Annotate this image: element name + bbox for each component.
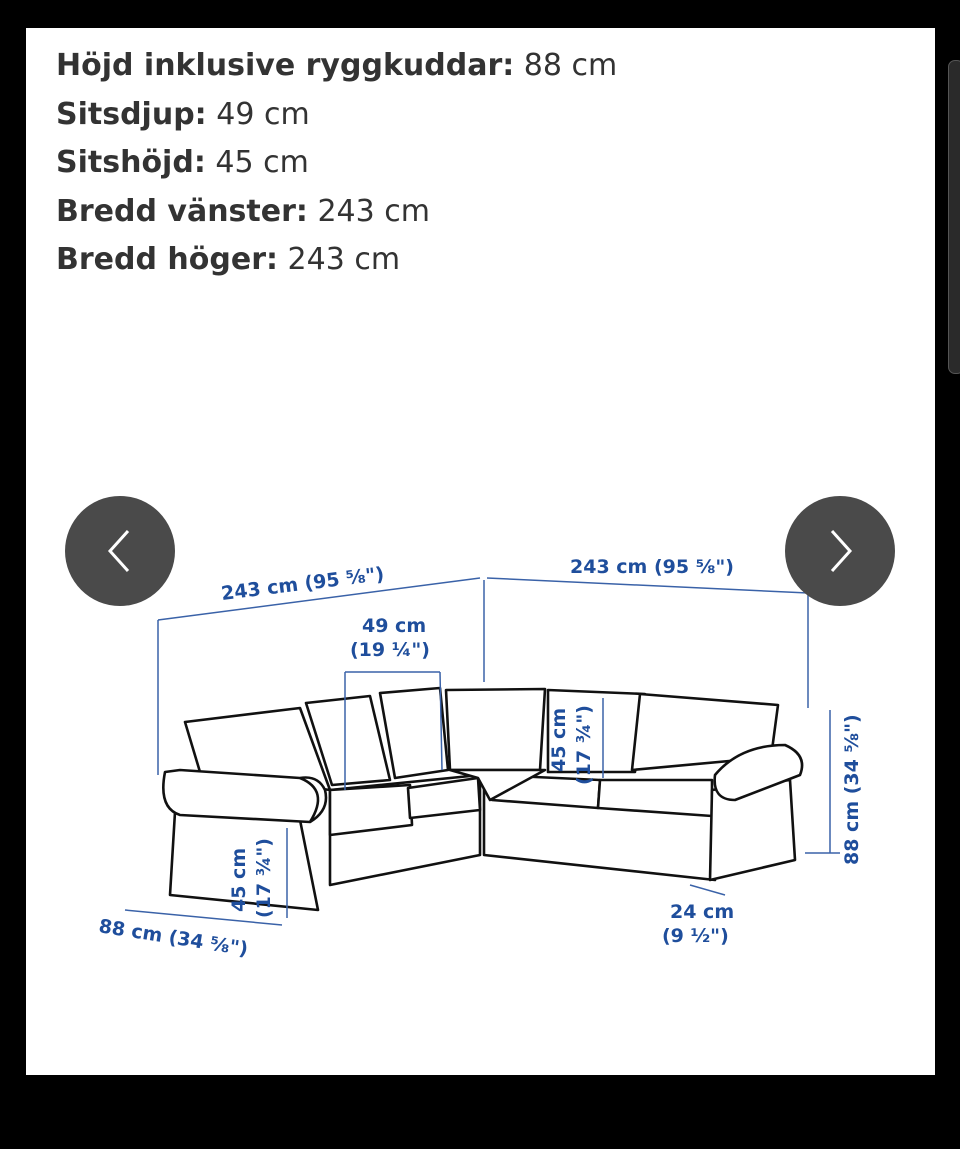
depth-label: 88 cm (34 ⅝")	[97, 915, 250, 961]
seat-height-cm-label: 45 cm	[228, 847, 250, 912]
previous-image-button[interactable]	[65, 496, 175, 606]
chevron-right-icon	[820, 526, 860, 576]
seat-depth-in-label: (19 ¼")	[350, 639, 430, 661]
spec-seat-depth: Sitsdjup: 49 cm	[56, 96, 310, 132]
seat-depth-cm-label: 49 cm	[362, 615, 427, 637]
seat-height-in-label: (17 ¾")	[253, 838, 275, 918]
next-image-button[interactable]	[785, 496, 895, 606]
width-left-label: 243 cm (95 ⅝")	[219, 563, 386, 605]
spec-width-left: Bredd vänster: 243 cm	[56, 193, 430, 229]
spec-height: Höjd inklusive ryggkuddar: 88 cm	[56, 48, 618, 83]
spec-width-right: Bredd höger: 243 cm	[56, 242, 401, 277]
back-height-in-label: (17 ¾")	[573, 705, 595, 785]
spec-seat-height: Sitshöjd: 45 cm	[56, 145, 309, 180]
arm-width-cm-label: 24 cm	[670, 901, 735, 923]
width-right-label: 243 cm (95 ⅝")	[570, 556, 734, 578]
total-height-label: 88 cm (34 ⅝")	[841, 714, 863, 865]
chevron-left-icon	[100, 526, 140, 576]
arm-width-in-label: (9 ½")	[662, 925, 729, 947]
back-height-cm-label: 45 cm	[548, 707, 570, 772]
